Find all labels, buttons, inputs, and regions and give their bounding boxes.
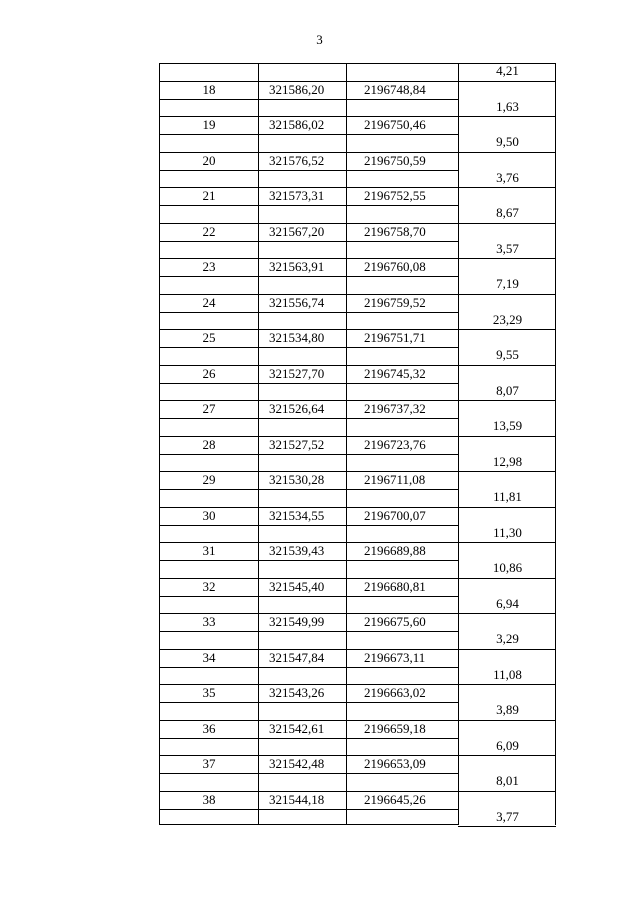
y-coordinate-cell: 2196752,55 <box>364 188 426 204</box>
x-coordinate-cell: 321556,74 <box>269 294 325 310</box>
row-divider <box>159 809 458 810</box>
point-number-cell: 19 <box>202 117 216 133</box>
x-coordinate-cell: 321534,55 <box>269 507 325 523</box>
y-coordinate-cell: 2196737,32 <box>364 401 426 417</box>
table-row <box>159 81 556 99</box>
distance-cell: 11,30 <box>493 524 522 540</box>
row-divider <box>159 702 458 703</box>
distance-cell: 6,09 <box>496 737 519 753</box>
table-row <box>159 649 556 667</box>
point-number-cell: 33 <box>202 614 216 630</box>
row-divider <box>159 312 458 313</box>
table-row <box>159 365 556 383</box>
point-number-cell: 21 <box>202 188 216 204</box>
y-coordinate-cell: 2196680,81 <box>364 578 426 594</box>
y-coordinate-cell: 2196759,52 <box>364 294 426 310</box>
distance-cell: 8,07 <box>496 382 519 398</box>
x-coordinate-cell: 321573,31 <box>269 188 325 204</box>
y-coordinate-cell: 2196653,09 <box>364 756 426 772</box>
table-row <box>159 329 556 347</box>
x-coordinate-cell: 321527,70 <box>269 365 325 381</box>
x-coordinate-cell: 321586,02 <box>269 117 325 133</box>
y-coordinate-cell: 2196700,07 <box>364 507 426 523</box>
y-coordinate-cell: 2196750,46 <box>364 117 426 133</box>
point-number-cell: 27 <box>202 401 216 417</box>
x-coordinate-cell: 321539,43 <box>269 543 325 559</box>
table-row <box>159 436 556 454</box>
row-divider <box>159 418 458 419</box>
table-row <box>159 294 556 312</box>
table-row <box>159 542 556 560</box>
distance-cell: 8,01 <box>496 773 519 788</box>
distance-cell: 8,67 <box>496 205 519 220</box>
y-coordinate-cell: 2196758,70 <box>364 223 426 239</box>
table-row <box>159 755 556 773</box>
row-divider <box>159 99 458 100</box>
row-divider <box>159 489 458 490</box>
distance-cell: 3,76 <box>496 169 519 185</box>
table-row <box>159 507 556 525</box>
distance-cell: 11,81 <box>493 489 522 504</box>
y-coordinate-cell: 2196751,71 <box>364 330 426 346</box>
y-coordinate-cell: 2196711,08 <box>364 472 426 488</box>
x-coordinate-cell: 321544,18 <box>269 791 325 807</box>
y-coordinate-cell: 2196659,18 <box>364 720 426 736</box>
x-coordinate-cell: 321543,26 <box>269 685 325 701</box>
row-divider <box>159 383 458 384</box>
point-number-cell: 34 <box>202 649 216 665</box>
distance-cell: 3,29 <box>496 631 519 646</box>
row-divider <box>159 667 458 668</box>
point-number-cell: 22 <box>202 223 216 239</box>
distance-cell: 1,63 <box>496 98 519 114</box>
table-row <box>159 578 556 596</box>
distance-cell: 11,08 <box>493 666 522 682</box>
point-number-cell: 37 <box>202 756 216 772</box>
row-divider <box>159 347 458 348</box>
row-divider <box>159 631 458 632</box>
x-coordinate-cell: 321527,52 <box>269 436 325 452</box>
row-divider <box>159 525 458 526</box>
y-coordinate-cell: 2196745,32 <box>364 365 426 381</box>
distance-cell: 3,57 <box>496 240 519 256</box>
distance-cell: 6,94 <box>496 595 519 611</box>
point-number-cell: 32 <box>202 578 216 594</box>
table-bottom-border <box>159 824 458 825</box>
table-row <box>159 791 556 809</box>
table-row <box>159 471 556 489</box>
y-coordinate-cell: 2196760,08 <box>364 259 426 275</box>
distance-cell: 10,86 <box>492 560 523 575</box>
table-row <box>159 152 556 170</box>
row-divider <box>159 276 458 277</box>
distance-cell: 7,19 <box>496 276 519 291</box>
table-row <box>159 613 556 631</box>
table-row <box>159 223 556 241</box>
y-coordinate-cell: 2196689,88 <box>364 543 426 559</box>
table-row <box>159 684 556 702</box>
x-coordinate-cell: 321530,28 <box>269 472 325 488</box>
row-divider <box>159 241 458 242</box>
row-divider <box>159 738 458 739</box>
x-coordinate-cell: 321549,99 <box>269 614 325 630</box>
y-coordinate-cell: 2196675,60 <box>364 614 426 630</box>
x-coordinate-cell: 321534,80 <box>269 330 325 346</box>
y-coordinate-cell: 2196663,02 <box>364 685 426 701</box>
distance-cell: 13,59 <box>492 418 523 433</box>
table-row <box>159 116 556 134</box>
x-coordinate-cell: 321567,20 <box>269 223 325 239</box>
table-row <box>159 400 556 418</box>
y-coordinate-cell: 2196723,76 <box>364 436 426 452</box>
table-row <box>159 258 556 276</box>
y-coordinate-cell: 2196748,84 <box>364 81 426 97</box>
page-number: 3 <box>316 32 323 47</box>
row-divider <box>159 560 458 561</box>
point-number-cell: 26 <box>202 365 216 381</box>
x-coordinate-cell: 321563,91 <box>269 259 325 275</box>
row-divider <box>159 773 458 774</box>
point-number-cell: 30 <box>202 507 216 523</box>
row-divider <box>159 454 458 455</box>
row-divider <box>159 596 458 597</box>
point-number-cell: 29 <box>202 472 216 488</box>
x-coordinate-cell: 321545,40 <box>269 578 325 594</box>
distance-cell: 12,98 <box>492 453 523 469</box>
point-number-cell: 28 <box>202 436 216 452</box>
x-coordinate-cell: 321547,84 <box>269 649 325 665</box>
row-divider <box>159 205 458 206</box>
y-coordinate-cell: 2196645,26 <box>364 791 426 807</box>
table-row <box>159 720 556 738</box>
point-number-cell: 36 <box>202 720 216 736</box>
row-divider <box>159 170 458 171</box>
distance-cell: 3,89 <box>496 702 519 717</box>
row-divider <box>458 826 556 827</box>
x-coordinate-cell: 321576,52 <box>269 152 325 168</box>
point-number-cell: 20 <box>202 152 216 168</box>
point-number-cell: 38 <box>202 791 216 807</box>
point-number-cell: 31 <box>202 543 216 559</box>
point-number-cell: 24 <box>202 294 216 310</box>
distance-cell: 23,29 <box>492 311 523 327</box>
x-coordinate-cell: 321526,64 <box>269 401 325 417</box>
distance-cell: 4,21 <box>496 63 519 78</box>
point-number-cell: 23 <box>202 259 216 275</box>
x-coordinate-cell: 321542,61 <box>269 720 325 736</box>
point-number-cell: 25 <box>202 330 216 346</box>
row-divider <box>159 134 458 135</box>
x-coordinate-cell: 321542,48 <box>269 756 325 772</box>
y-coordinate-cell: 2196673,11 <box>364 649 426 665</box>
x-coordinate-cell: 321586,20 <box>269 81 325 97</box>
coordinates-table <box>159 63 556 825</box>
distance-cell: 3,77 <box>496 808 519 824</box>
distance-cell: 9,55 <box>496 347 519 362</box>
y-coordinate-cell: 2196750,59 <box>364 152 426 168</box>
point-number-cell: 35 <box>202 685 216 701</box>
distance-cell: 9,50 <box>496 134 519 149</box>
table-row <box>159 187 556 205</box>
point-number-cell: 18 <box>202 81 216 97</box>
